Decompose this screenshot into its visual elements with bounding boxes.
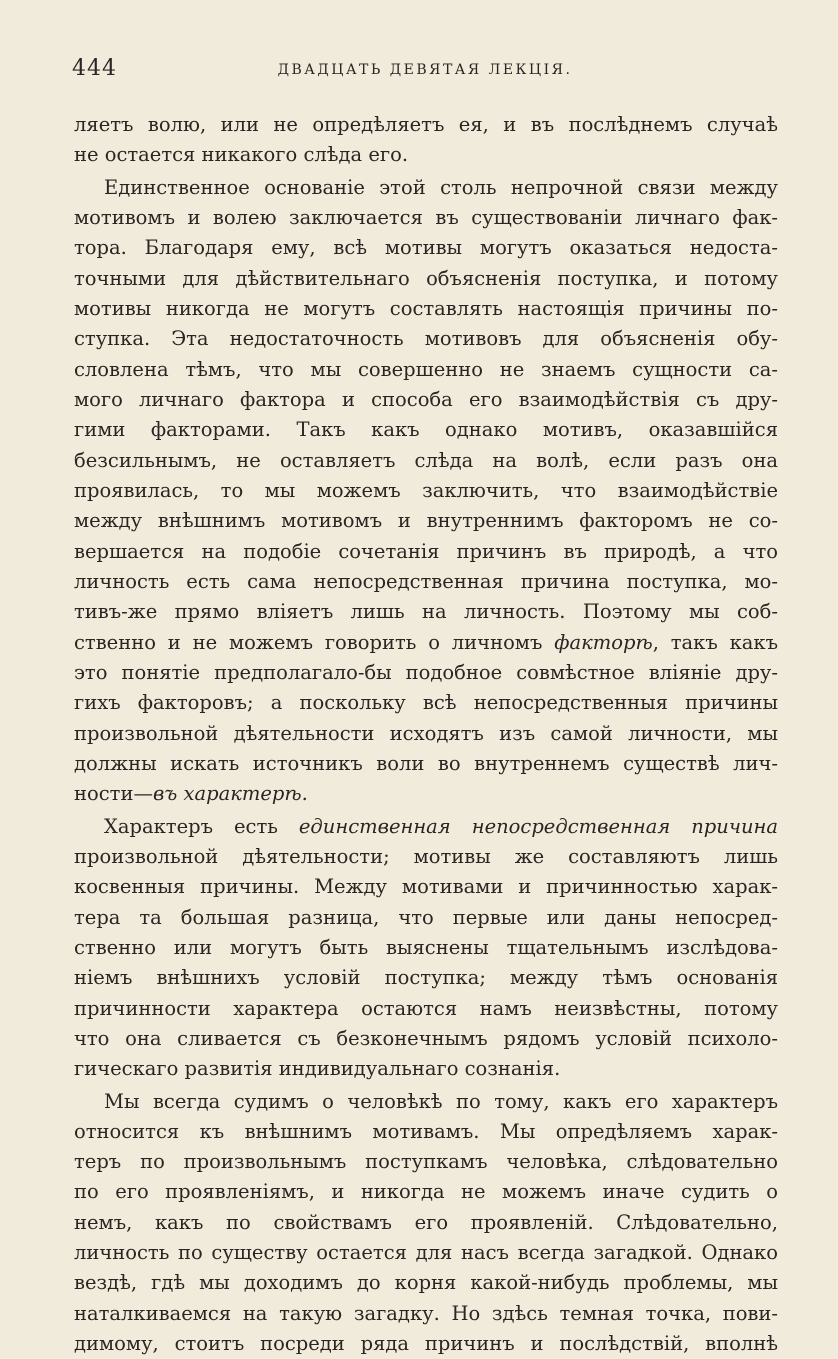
- text-line: немъ, какъ по свойствамъ его проявленій. Слѣдовательно,: [74, 1210, 778, 1234]
- text-line: наталкиваемся на такую загадку. Но здѣсь темная точка, пови-: [74, 1301, 778, 1325]
- text-line: это понятіе предполагало-бы подобное совмѣстное вліяніе дру-: [74, 660, 778, 684]
- text-line: гими факторами. Такъ какъ однако мотивъ, оказавшійся: [74, 418, 778, 442]
- line-segment: , такъ какъ: [652, 630, 778, 654]
- italic-term: въ характерѣ.: [152, 782, 308, 806]
- text-line: гическаго развитія индивидуальнаго сознанія.: [74, 1057, 561, 1081]
- text-line: ніемъ внѣшнихъ условій поступка; между тѣмъ основанія: [74, 966, 778, 990]
- text-line: относится къ внѣшнимъ мотивамъ. Мы опредѣляемъ харак-: [74, 1119, 778, 1143]
- text-line: мотивы никогда не могутъ составлять настоящія причины по-: [74, 296, 778, 320]
- body-text: [74, 110, 778, 1359]
- page-header: [72, 56, 778, 86]
- paragraph-start-line: Мы всегда судимъ о человѣкѣ по тому, какъ его характеръ: [104, 1089, 778, 1113]
- line-segment: ности—: [74, 782, 153, 806]
- text-line: безсильнымъ, не оставляетъ слѣда на волѣ, если разъ она: [74, 448, 778, 472]
- text-line: произвольной дѣятельности исходятъ изъ самой личности, мы: [74, 721, 778, 745]
- text-line: проявилась, то мы можемъ заключить, что взаимодѣйствіе: [74, 478, 778, 502]
- text-line: мого личнаго фактора и способа его взаимодѣйствія съ дру-: [74, 387, 778, 411]
- text-line: вездѣ, гдѣ мы доходимъ до корня какой-нибудь проблемы, мы: [74, 1271, 778, 1295]
- text-line: личность по существу остается для насъ всегда загадкой. Однако: [74, 1241, 778, 1265]
- text-line: причинности характера остаются намъ неизвѣстны, потому: [74, 996, 778, 1020]
- text-line: ственно или могутъ быть выяснены тщательнымъ изслѣдова-: [74, 935, 778, 959]
- text-line: вершается на подобіе сочетанія причинъ въ природѣ, а что: [74, 539, 778, 563]
- text-line: тивъ-же прямо вліяетъ лишь на личность. Поэтому мы соб-: [74, 600, 778, 624]
- text-line: теръ по произвольнымъ поступкамъ человѣка, слѣдовательно: [74, 1150, 778, 1174]
- text-line: димому, стоитъ посреди ряда причинъ и послѣдствій, вполнѣ: [74, 1332, 778, 1356]
- text-line: гихъ факторовъ; а поскольку всѣ непосредственныя причины: [74, 691, 778, 715]
- line-segment: Характеръ есть: [104, 814, 299, 838]
- paragraph-start-line: [74, 812, 778, 842]
- text-line: должны искать источникъ воли во внутреннемъ существѣ лич-: [74, 751, 778, 775]
- text-line: что она сливается съ безконечнымъ рядомъ условій психоло-: [74, 1026, 778, 1050]
- text-line: личность есть сама непосредственная причина поступка, мо-: [74, 569, 778, 593]
- italic-segment: фактор: [554, 630, 636, 654]
- text-line: по его проявленіямъ, и никогда не можемъ иначе судить о: [74, 1180, 778, 1204]
- running-title: ДВАДЦАТЬ ДЕВЯТАЯ ЛЕКЦІЯ.: [277, 62, 573, 78]
- page-number: 444: [72, 56, 117, 81]
- line-segment: ственно и не можемъ говорить о личномъ: [74, 630, 555, 654]
- text-line: словлена тѣмъ, что мы совершенно не знаемъ сущности са-: [74, 357, 778, 381]
- paragraph-start-line: Единственное основаніе этой столь непрочной связи между: [104, 175, 778, 199]
- text-line: ступка. Эта недостаточность мотивовъ для объясненія обу-: [74, 327, 778, 351]
- text-line: точными для дѣйствительнаго объясненія поступка, и потому: [74, 266, 778, 290]
- text-line: тора. Благодаря ему, всѣ мотивы могутъ оказаться недоста-: [74, 236, 778, 260]
- text-line: косвенныя причины. Между мотивами и причинностью харак-: [74, 875, 778, 899]
- text-line: между внѣшнимъ мотивомъ и внутреннимъ факторомъ не со-: [74, 509, 778, 533]
- text-line: ляетъ волю, или не опредѣляетъ ея, и въ послѣднемъ случаѣ: [74, 113, 778, 136]
- italic-term: единственная непосредственная причина: [298, 814, 778, 838]
- text-line: [74, 628, 778, 658]
- text-line: мотивомъ и волею заключается въ существованіи личнаго фак-: [74, 205, 778, 229]
- text-line: не остается никакого слѣда его.: [74, 143, 409, 167]
- italic-ending: ѣ: [635, 630, 653, 654]
- text-line: тера та большая разница, что первые или даны непосред-: [74, 905, 778, 929]
- italic-term: [554, 631, 652, 654]
- text-line: [74, 779, 778, 809]
- text-line: произвольной дѣятельности; мотивы же составляютъ лишь: [74, 844, 778, 868]
